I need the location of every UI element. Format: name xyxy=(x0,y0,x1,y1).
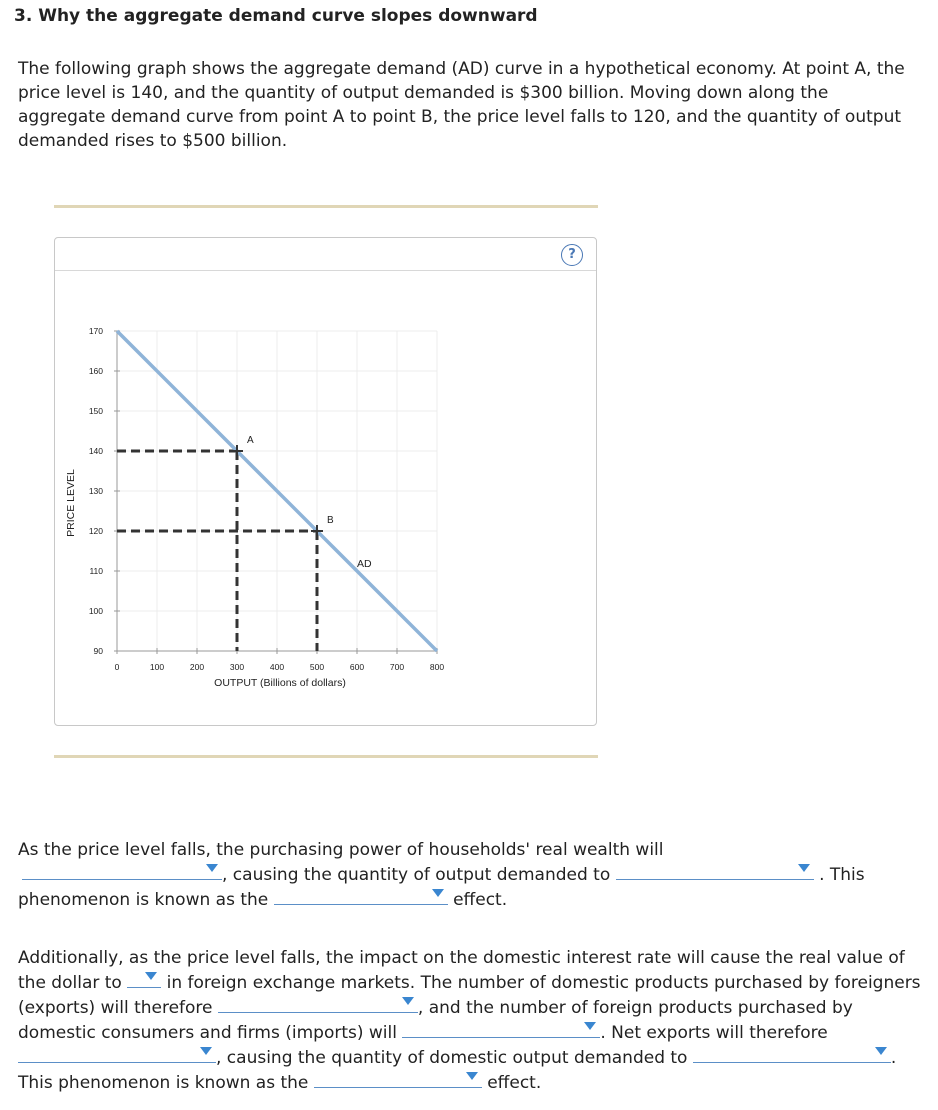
paragraph-wealth-effect xyxy=(18,838,923,912)
help-icon[interactable]: ? xyxy=(561,244,583,266)
exports-dropdown[interactable] xyxy=(218,995,418,1013)
imports-dropdown[interactable] xyxy=(402,1020,600,1038)
chevron-down-icon xyxy=(200,1047,212,1055)
p1-text-5: effect. xyxy=(453,890,508,910)
y-axis-title: PRICE LEVEL xyxy=(65,469,77,537)
quantity-demanded-dropdown-1[interactable] xyxy=(616,862,814,880)
chevron-down-icon xyxy=(402,997,414,1005)
y-tick-label: 170 xyxy=(88,326,103,336)
p1-text-1: As the price level falls, the purchasing power of households' real wealth will xyxy=(18,840,664,860)
point-label-a: A xyxy=(247,435,254,446)
y-tick-label: 160 xyxy=(88,366,103,376)
ad-chart xyxy=(55,238,596,725)
ad-curve-label: AD xyxy=(357,558,372,570)
question-intro: The following graph shows the aggregate demand (AD) curve in a hypothetical economy. At point A, the price level is 140, and the quantity of output demanded is $300 billion. Moving down along the aggregate demand curve from point A to point B, the price level falls to 120, and the quantity of output demanded rises to $500 billion. xyxy=(18,59,905,151)
p1-text-3: . This xyxy=(819,865,865,885)
p2-text-5: , causing the quantity of domestic output demanded to xyxy=(216,1048,688,1068)
p2-text-2: in foreign exchange markets. The number of domestic products purchased by foreigners (exports) will therefore xyxy=(18,973,921,1018)
x-tick-label: 400 xyxy=(269,662,285,672)
wealth-purchasing-power-dropdown[interactable] xyxy=(22,862,222,880)
net-exports-dropdown[interactable] xyxy=(18,1045,216,1063)
p2-text-3: , and the number of foreign products purchased by domestic consumers and firms (imports) will xyxy=(18,998,853,1043)
x-tick-label: 200 xyxy=(189,662,205,672)
p2-text-7: effect. xyxy=(487,1073,542,1093)
quantity-demanded-dropdown-2[interactable] xyxy=(693,1045,891,1063)
effect-name-dropdown-1[interactable] xyxy=(274,887,448,905)
y-tick-label: 150 xyxy=(88,406,103,416)
graph-panel xyxy=(54,237,597,726)
p1-text-4: phenomenon is known as the xyxy=(18,890,269,910)
y-tick-label: 140 xyxy=(88,446,103,456)
x-axis-title: OUTPUT (Billions of dollars) xyxy=(214,677,346,689)
x-tick-label: 600 xyxy=(349,662,365,672)
y-tick-label: 100 xyxy=(88,606,103,616)
point-label-b: B xyxy=(327,515,334,526)
y-tick-label: 110 xyxy=(89,566,103,576)
x-tick-label: 100 xyxy=(149,662,165,672)
p2-text-6: . This phenomenon is known as the xyxy=(18,1048,897,1093)
chevron-down-icon xyxy=(584,1022,596,1030)
y-tick-label: 120 xyxy=(88,526,103,536)
y-tick-label: 90 xyxy=(93,646,103,656)
p1-text-2: , causing the quantity of output demanded to xyxy=(222,865,611,885)
y-tick-label: 130 xyxy=(88,486,103,496)
paragraph-exchange-rate-effect xyxy=(18,946,923,1095)
question-title: 3. Why the aggregate demand curve slopes downward xyxy=(14,6,538,26)
x-tick-label: 800 xyxy=(429,662,445,672)
top-divider xyxy=(54,205,598,208)
x-tick-label: 500 xyxy=(309,662,325,672)
chevron-down-icon xyxy=(466,1072,478,1080)
chevron-down-icon xyxy=(206,864,218,872)
chevron-down-icon xyxy=(145,972,157,980)
chevron-down-icon xyxy=(875,1047,887,1055)
x-tick-label: 700 xyxy=(389,662,405,672)
chevron-down-icon xyxy=(798,864,810,872)
p2-text-1: Additionally, as the price level falls, the impact on the domestic interest rate will cause the real value of the dollar to xyxy=(18,948,905,993)
effect-name-dropdown-2[interactable] xyxy=(314,1070,482,1088)
x-tick-label: 0 xyxy=(114,662,120,672)
x-tick-label: 300 xyxy=(229,662,245,672)
dollar-value-dropdown[interactable] xyxy=(127,970,161,988)
bottom-divider xyxy=(54,755,598,758)
chevron-down-icon xyxy=(432,889,444,897)
p2-text-4: . Net exports will therefore xyxy=(600,1023,828,1043)
